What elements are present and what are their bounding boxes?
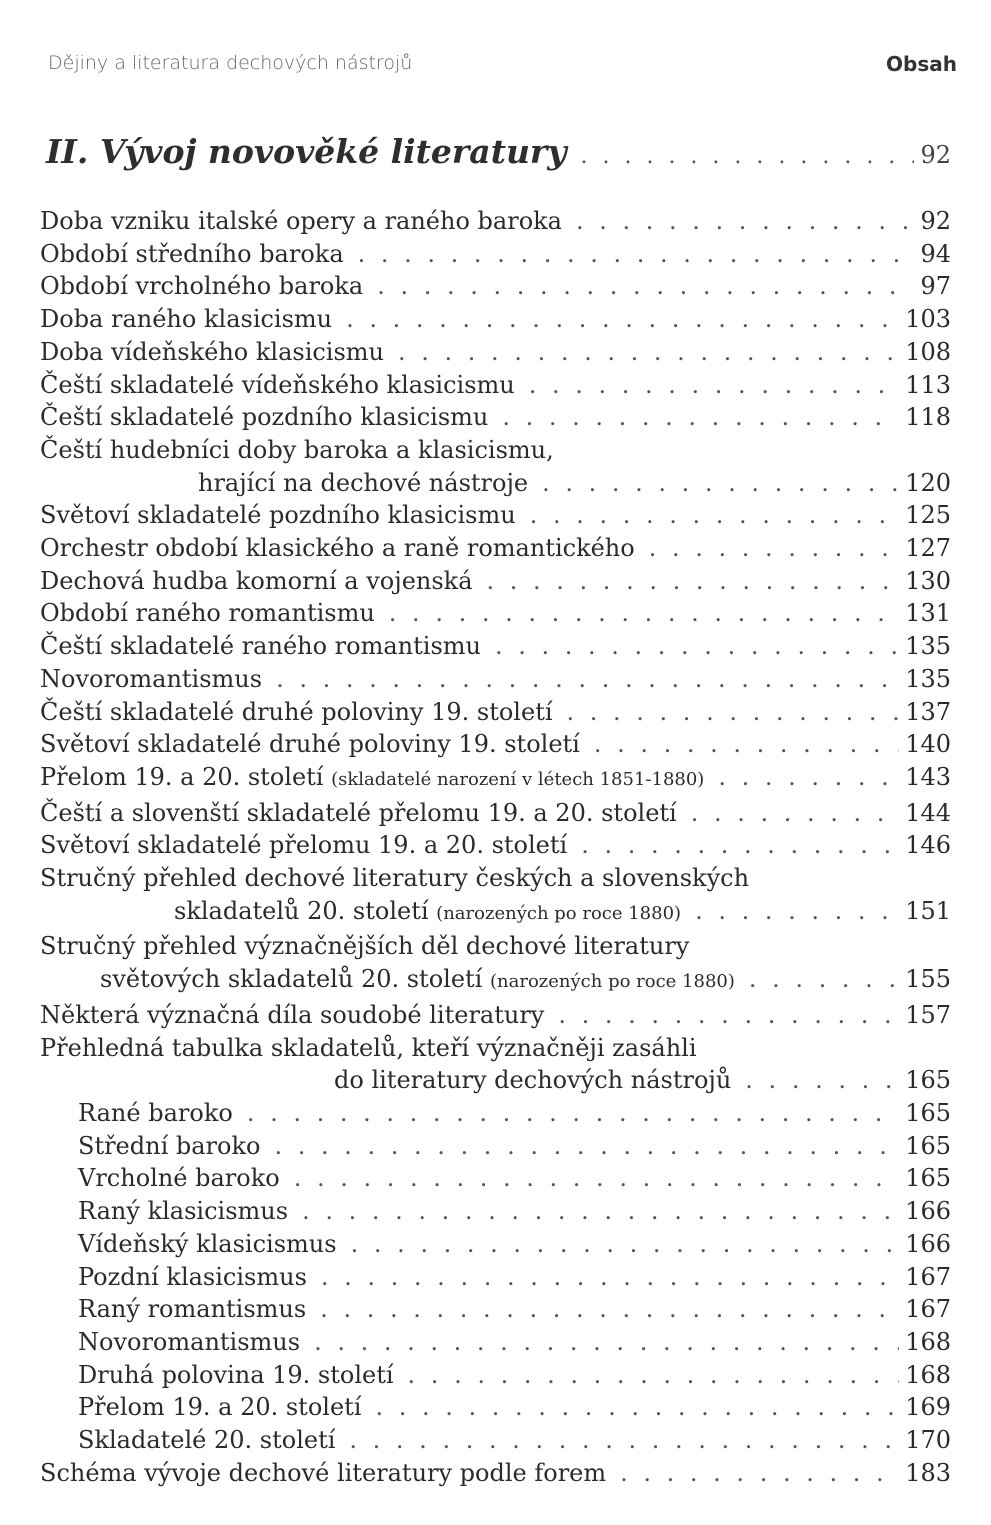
toc-page-number: 140 [905, 730, 951, 759]
toc-page-number: 165 [905, 1131, 951, 1160]
table-of-contents [40, 205, 951, 1489]
chapter-title: II. Vývoj novověké literatury [46, 132, 567, 171]
dot-leader [314, 1326, 899, 1359]
toc-page-number: 170 [905, 1426, 951, 1455]
toc-entry [40, 336, 951, 369]
dot-leader [695, 895, 899, 928]
toc-subentry [40, 1261, 951, 1294]
toc-entry-title: Některá význačná díla soudobé literatury [40, 1000, 545, 1029]
running-head [48, 52, 957, 82]
toc-entry-title: Vrcholné baroko [78, 1164, 280, 1193]
toc-page-number: 108 [905, 337, 951, 366]
toc-entry-title: Čeští skladatelé raného romantismu [40, 632, 481, 661]
dot-leader [530, 499, 900, 532]
toc-entry-title-continued: skladatelů 20. století [174, 896, 429, 925]
toc-page-number: 131 [905, 599, 951, 628]
dot-leader [349, 1424, 899, 1457]
toc-entry-title: Světoví skladatelé přelomu 19. a 20. století [40, 831, 568, 860]
toc-page-number: 97 [920, 272, 951, 301]
toc-page-number: 155 [905, 965, 951, 994]
dot-leader [375, 1391, 899, 1424]
toc-entry-title: Orchestr období klasického a raně romantického [40, 534, 635, 563]
toc-entry [40, 728, 951, 761]
toc-entry-title: Skladatelé 20. století [78, 1426, 336, 1455]
toc-page-number: 165 [905, 1098, 951, 1127]
toc-page-number: 135 [905, 664, 951, 693]
dot-leader [542, 467, 899, 500]
toc-entry-title: Světoví skladatelé druhé poloviny 19. století [40, 730, 580, 759]
toc-entry-title: Vídeňský klasicismus [78, 1229, 337, 1258]
toc-entry-title: Čeští skladatelé druhé poloviny 19. století [40, 697, 553, 726]
toc-entry [40, 532, 951, 565]
toc-page-number: 127 [905, 534, 951, 563]
toc-subentry [40, 1195, 951, 1228]
toc-entry-title-continued: světových skladatelů 20. století [100, 965, 483, 994]
chapter-heading [46, 132, 951, 176]
dot-leader [495, 630, 899, 663]
dot-leader [581, 144, 915, 169]
toc-entry-title: Schéma vývoje dechové literatury podle forem [40, 1458, 607, 1487]
toc-entry-title: Období vrcholného baroka [40, 272, 364, 301]
dot-leader [302, 1195, 899, 1228]
toc-page-number: 125 [905, 501, 951, 530]
toc-subentry [40, 1097, 951, 1130]
toc-entry-note: (skladatelé narození v létech 1851-1880) [331, 768, 705, 790]
toc-entry-title: Přelom 19. a 20. století [78, 1393, 362, 1422]
toc-entry-title: Stručný přehled dechové literatury českých a slovenských [40, 864, 750, 893]
toc-entry [40, 434, 951, 499]
dot-leader [398, 336, 899, 369]
toc-page-number: 135 [905, 632, 951, 661]
dot-leader [581, 829, 899, 862]
toc-entry [40, 999, 951, 1032]
toc-entry-title: Doba raného klasicismu [40, 305, 333, 334]
toc-entry [40, 862, 951, 930]
dot-leader [745, 1064, 899, 1097]
dot-leader [346, 303, 899, 336]
dot-leader [408, 1359, 900, 1392]
dot-leader [274, 1130, 899, 1163]
toc-subentry [40, 1326, 951, 1359]
toc-page-number: 137 [905, 697, 951, 726]
toc-page-number: 151 [905, 896, 951, 925]
toc-page-number: 165 [905, 1164, 951, 1193]
toc-entry [40, 597, 951, 630]
toc-entry [40, 565, 951, 598]
toc-entry [40, 696, 951, 729]
dot-leader [276, 663, 899, 696]
dot-leader [620, 1457, 899, 1490]
toc-entry-title: Čeští hudebníci doby baroka a klasicismu, [40, 435, 554, 464]
toc-entry-note: (narozených po roce 1880) [490, 971, 735, 993]
toc-entry-title: Raný klasicismus [78, 1197, 289, 1226]
toc-entry-title: Novoromantismus [78, 1327, 301, 1356]
dot-leader [389, 597, 899, 630]
toc-page-number: 166 [905, 1229, 951, 1258]
toc-entry [40, 369, 951, 402]
dot-leader [691, 797, 899, 830]
toc-entry [40, 630, 951, 663]
toc-entry-title: Světoví skladatelé pozdního klasicismu [40, 501, 516, 530]
dot-leader [594, 728, 899, 761]
toc-entry [40, 401, 951, 434]
dot-leader [487, 565, 900, 598]
toc-entry-title: Období raného romantismu [40, 599, 375, 628]
toc-page-number: 103 [905, 305, 951, 334]
dot-leader [321, 1261, 899, 1294]
toc-page-number: 169 [905, 1393, 951, 1422]
toc-entry-title: Střední baroko [78, 1131, 261, 1160]
toc-subentry [40, 1391, 951, 1424]
toc-page-number: 130 [905, 566, 951, 595]
toc-subentry [40, 1424, 951, 1457]
toc-page-number: 166 [905, 1197, 951, 1226]
toc-page-number: 183 [905, 1458, 951, 1487]
running-title: Dějiny a literatura dechových nástrojů [48, 52, 413, 74]
toc-entry-title-continued: hrající na dechové nástroje [198, 468, 529, 497]
toc-entry-title: Období středního baroka [40, 239, 344, 268]
toc-page-number: 168 [905, 1360, 951, 1389]
dot-leader [377, 270, 914, 303]
toc-entry-title: Přelom 19. a 20. století [40, 762, 324, 791]
toc-page-number: 118 [905, 403, 951, 432]
toc-entry-title: Stručný přehled význačnějších děl dechové literatury [40, 932, 690, 961]
toc-entry-title: Novoromantismus [40, 664, 263, 693]
toc-page-number: 168 [905, 1327, 951, 1356]
dot-leader [649, 532, 899, 565]
toc-page-number: 94 [920, 239, 951, 268]
toc-entry [40, 930, 951, 998]
toc-subentry [40, 1359, 951, 1392]
toc-subentry [40, 1228, 951, 1261]
toc-entry-title: Doba vzniku italské opery a raného baroka [40, 207, 562, 235]
dot-leader [749, 963, 899, 996]
toc-page-number: 92 [920, 207, 951, 235]
toc-entry-title: Raný romantismus [78, 1295, 307, 1324]
toc-entry-title-continued: do literatury dechových nástrojů [334, 1066, 732, 1095]
toc-page-number: 167 [905, 1262, 951, 1291]
dot-leader [529, 369, 899, 402]
toc-entry-title: Druhá polovina 19. století [78, 1360, 394, 1389]
toc-page-number: 146 [905, 831, 951, 860]
dot-leader [247, 1097, 899, 1130]
toc-entry [40, 238, 951, 271]
toc-entry [40, 270, 951, 303]
toc-entry-note: (narozených po roce 1880) [436, 902, 682, 924]
toc-subentry [40, 1293, 951, 1326]
toc-entry [40, 1032, 951, 1097]
section-name: Obsah [886, 52, 957, 76]
toc-page-number: 113 [905, 370, 951, 399]
toc-entry [40, 761, 951, 797]
toc-page-number: 167 [905, 1295, 951, 1324]
dot-leader [294, 1162, 899, 1195]
toc-page-number: 144 [905, 798, 951, 827]
toc-entry-title: Dechová hudba komorní a vojenská [40, 566, 473, 595]
toc-entry [40, 1457, 951, 1490]
toc-entry [40, 663, 951, 696]
toc-entry [40, 205, 951, 238]
dot-leader [320, 1293, 899, 1326]
toc-entry [40, 829, 951, 862]
toc-entry-title: Čeští a slovenští skladatelé přelomu 19. a 20. století [40, 798, 677, 827]
dot-leader [358, 238, 915, 271]
toc-page-number: 143 [905, 762, 951, 791]
toc-entry-title: Čeští skladatelé pozdního klasicismu [40, 403, 489, 432]
toc-entry-title: Rané baroko [78, 1098, 233, 1127]
toc-entry-title: Přehledná tabulka skladatelů, kteří význačněji zasáhli [40, 1033, 697, 1062]
toc-page-number: 165 [905, 1066, 951, 1095]
toc-entry-title: Pozdní klasicismus [78, 1262, 307, 1291]
toc-entry-title: Doba vídeňského klasicismu [40, 337, 385, 366]
dot-leader [558, 999, 899, 1032]
dot-leader [718, 761, 899, 794]
toc-entry-title: Čeští skladatelé vídeňského klasicismu [40, 370, 515, 399]
chapter-page-number: 92 [920, 141, 951, 169]
dot-leader [502, 401, 899, 434]
toc-entry [40, 499, 951, 532]
toc-subentry [40, 1130, 951, 1163]
toc-subentry [40, 1162, 951, 1195]
toc-entry [40, 797, 951, 830]
dot-leader [567, 696, 900, 729]
toc-page-number: 120 [905, 468, 951, 497]
dot-leader [351, 1228, 900, 1261]
toc-page-number: 157 [905, 1000, 951, 1029]
toc-entry [40, 303, 951, 336]
dot-leader [576, 205, 914, 238]
